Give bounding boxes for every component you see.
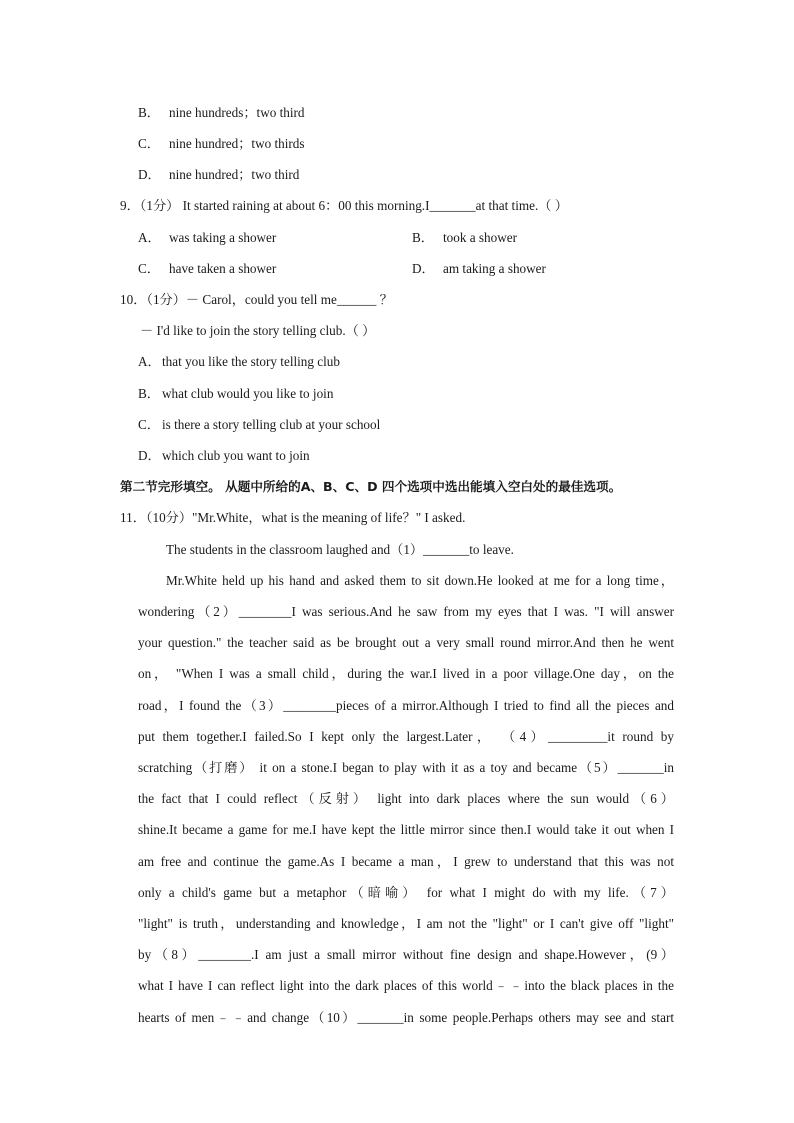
option-label: D． [412, 261, 435, 276]
passage-line: only a child's game but a metaphor（暗喻） for what I might do with my life.（7） [138, 885, 674, 900]
option-text: have taken a shower [169, 261, 277, 276]
option-text: which club you want to join [162, 448, 310, 463]
passage-line: your question." the teacher said as be brought out a very small round mirror.And then he went [138, 635, 674, 650]
passage-line: "light" is truth，understanding and knowledge，I am not the "light" or I can't give off "light" [138, 916, 674, 931]
q8-option-c [138, 134, 305, 154]
option-text: what club would you like to join [162, 386, 334, 401]
passage-line: road，I found the（3）________pieces of a mirror.Although I tried to find all the pieces and [138, 698, 674, 713]
passage-line: Mr.White held up his hand and asked them to sit down.He looked at me for a long time， [166, 573, 674, 588]
q9-option-d [412, 259, 546, 279]
option-label: C． [138, 261, 160, 276]
q10-option-c [138, 415, 380, 435]
q8-option-b [138, 103, 305, 123]
passage-line: by（8）________.I am just a small mirror without fine design and shape.However，(9） [138, 947, 674, 962]
passage-line: The students in the classroom laughed and（1）_______to leave. [166, 542, 514, 557]
option-text: nine hundred；two thirds [169, 136, 305, 151]
q9-option-a [138, 228, 276, 248]
q8-option-d [138, 165, 299, 185]
passage-line: what I have I can reflect light into the dark places of this world﹣﹣into the black places in the [138, 978, 674, 993]
passage-line: shine.It became a game for me.I have kept the little mirror since then.I would take it out when I [138, 822, 674, 837]
option-text: nine hundred；two third [169, 167, 300, 182]
option-text: is there a story telling club at your school [162, 417, 381, 432]
option-text: am taking a shower [443, 261, 546, 276]
q11-stem: 11．（10分）"Mr.White，what is the meaning of life？" I asked. [120, 510, 466, 525]
passage-line: the fact that I could reflect（反射） light into dark places where the sun would（6） [138, 791, 674, 806]
q10-stem: 10．（1分）－ Carol，could you tell me______ ？ [120, 292, 393, 307]
passage-line: put them together.I failed.So I kept only the largest.Later， （4）_________it round by [138, 729, 674, 744]
option-label: C． [138, 417, 160, 432]
option-text: that you like the story telling club [162, 354, 340, 369]
q10-reply: － I'd like to join the story telling club.（ ） [140, 323, 376, 338]
passage-line: wondering（2）________I was serious.And he saw from my eyes that I was. "I will answer [138, 604, 674, 619]
q9-option-b [412, 228, 517, 248]
q9-option-c [138, 259, 276, 279]
section-heading: 第二节完形填空。 从题中所给的A、B、C、D 四个选项中选出能填入空白处的最佳选项。 [120, 479, 622, 494]
option-label: B． [412, 230, 434, 245]
option-text: was taking a shower [169, 230, 277, 245]
option-label: D． [138, 448, 161, 463]
option-text: took a shower [443, 230, 517, 245]
option-text: nine hundreds；two third [169, 105, 305, 120]
option-label: B． [138, 386, 160, 401]
q9-stem: 9．（1分） It started raining at about 6：00 this morning.I_______at that time.（ ） [120, 198, 568, 213]
option-label: A． [138, 230, 161, 245]
q10-option-d [138, 446, 310, 466]
option-label: B． [138, 105, 160, 120]
passage-line: on， "When I was a small child，during the war.I lived in a poor village.One day，on the [138, 666, 674, 681]
q10-option-b [138, 384, 333, 404]
option-label: A． [138, 354, 161, 369]
passage-line: am free and continue the game.As I became a man，I grew to understand that this was not [138, 854, 674, 869]
option-label: C． [138, 136, 160, 151]
passage-line: scratching（打磨） it on a stone.I began to play with it as a toy and became（5）_______in [138, 760, 674, 775]
passage-line: hearts of men﹣﹣and change（10）_______in some people.Perhaps others may see and start [138, 1010, 674, 1025]
q10-option-a [138, 352, 340, 372]
option-label: D． [138, 167, 161, 182]
